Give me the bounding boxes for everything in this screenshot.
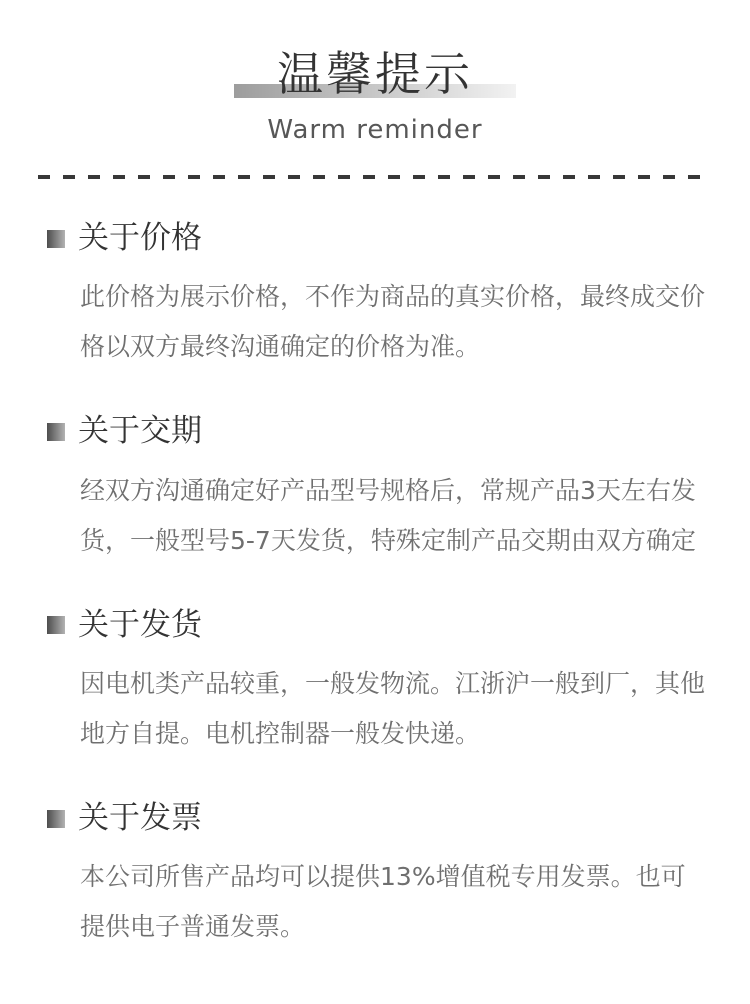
page-title: 温馨提示 [277,47,473,101]
section-title: 关于发票 [78,800,202,837]
section-title: 关于价格 [78,219,202,256]
square-bullet-icon [47,423,65,441]
page-subtitle: Warm reminder [267,114,483,145]
square-bullet-icon [47,616,65,634]
dashed-divider [38,175,712,179]
section-heading-row [0,797,750,840]
section-shipping [0,604,750,759]
section-invoice [0,797,750,952]
section-price [0,217,750,372]
section-heading-row [0,217,750,260]
section-title: 关于交期 [78,413,202,450]
section-heading-row [0,410,750,453]
section-body-text: 本公司所售产品均可以提供13%增值税专用发票。也可提供电子普通发票。 [80,862,686,942]
section-body-text: 经双方沟通确定好产品型号规格后，常规产品3天左右发货，一般型号5-7天发货，特殊定制产品交期由双方确定 [80,475,696,555]
square-bullet-icon [47,810,65,828]
section-body-text: 此价格为展示价格，不作为商品的真实价格，最终成交价格以双方最终沟通确定的价格为准。 [80,282,706,362]
section-body-text: 因电机类产品较重，一般发物流。江浙沪一般到厂，其他地方自提。电机控制器一般发快递。 [80,669,706,749]
section-title: 关于发货 [78,606,202,643]
section-delivery-time [0,410,750,565]
square-bullet-icon [47,230,65,248]
page-header [0,48,750,145]
section-heading-row [0,604,750,647]
title-wrap [275,48,475,101]
